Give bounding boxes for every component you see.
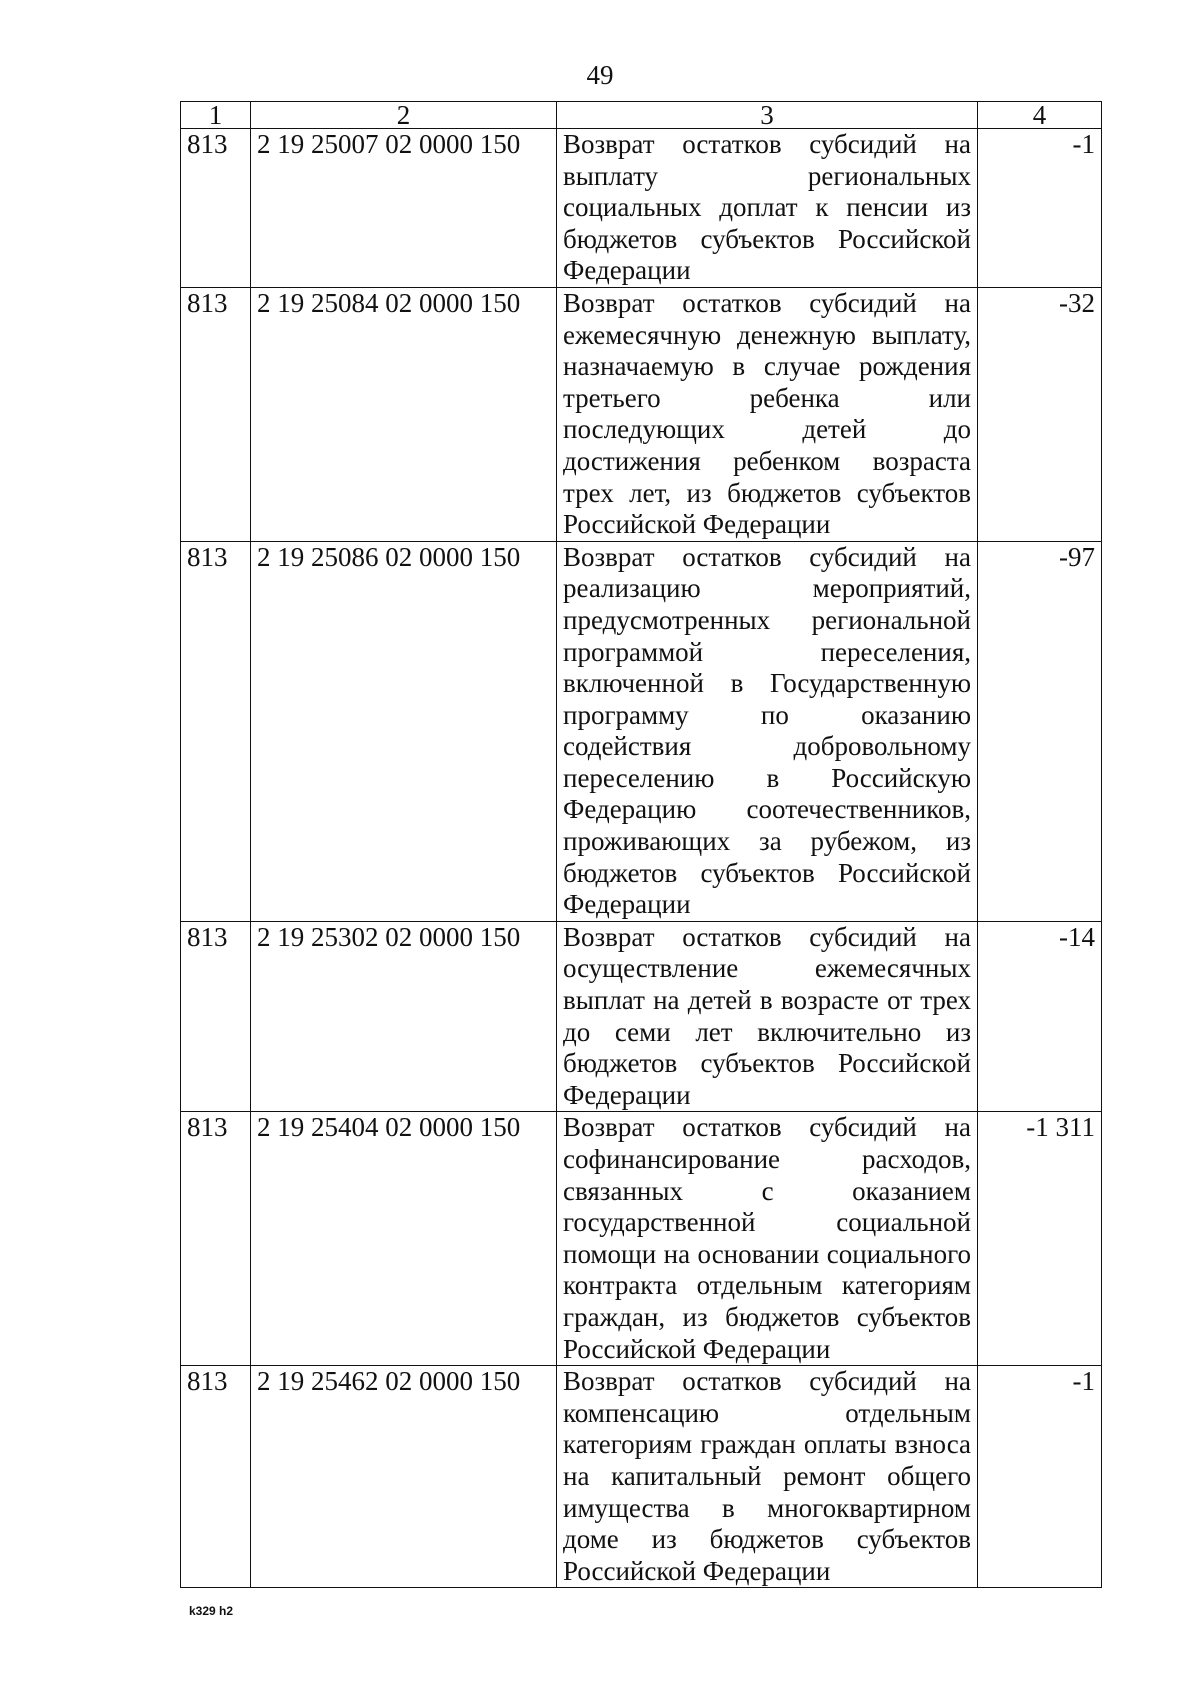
amount-cell: -32 [978,287,1102,541]
budget-code-cell: 2 19 25086 02 0000 150 [251,541,557,921]
table-row [181,287,1102,541]
admin-code-cell: 813 [181,1112,251,1366]
amount-cell: -1 [978,1366,1102,1588]
page-number: 49 [586,60,614,90]
amount-cell: -97 [978,541,1102,921]
budget-table [180,101,1102,1588]
budget-code-cell: 2 19 25084 02 0000 150 [251,287,557,541]
column-header-4: 4 [978,102,1102,129]
budget-code-cell: 2 19 25404 02 0000 150 [251,1112,557,1366]
table-row [181,921,1102,1112]
budget-code-cell: 2 19 25007 02 0000 150 [251,129,557,288]
description-cell: Возврат остатков субсидий на осуществление ежемесячных выплат на детей в возрасте от трех до семи лет включительно из бюджетов субъектов Российской Федерации [557,921,978,1112]
amount-cell: -1 [978,129,1102,288]
admin-code-cell: 813 [181,287,251,541]
table-row [181,1112,1102,1366]
description-cell: Возврат остатков субсидий на выплату региональных социальных доплат к пенсии из бюджетов субъектов Российской Федерации [557,129,978,288]
column-header-2: 2 [251,102,557,129]
admin-code-cell: 813 [181,1366,251,1588]
budget-code-cell: 2 19 25302 02 0000 150 [251,921,557,1112]
table-row [181,129,1102,288]
document-footer-code: k329 h2 [189,1604,234,1618]
description-cell: Возврат остатков субсидий на софинансирование расходов, связанных с оказанием государственной социальной помощи на основании социального контракта отдельным категориям граждан, из бюджетов субъектов Российской Федерации [557,1112,978,1366]
table-header-row [181,102,1102,129]
description-cell: Возврат остатков субсидий на ежемесячную денежную выплату, назначаемую в случае рождения третьего ребенка или последующих детей до достижения ребенком возраста трех лет, из бюджетов субъектов Российской Федерации [557,287,978,541]
table-row [181,1366,1102,1588]
amount-cell: -1 311 [978,1112,1102,1366]
column-header-1: 1 [181,102,251,129]
budget-code-cell: 2 19 25462 02 0000 150 [251,1366,557,1588]
column-header-3: 3 [557,102,978,129]
amount-cell: -14 [978,921,1102,1112]
table-row [181,541,1102,921]
description-cell: Возврат остатков субсидий на реализацию мероприятий, предусмотренных региональной программой переселения, включенной в Государственную программу по оказанию содействия добровольному переселению в Российскую Федерацию соотечественников, проживающих за рубежом, из бюджетов субъектов Российской Федерации [557,541,978,921]
admin-code-cell: 813 [181,541,251,921]
admin-code-cell: 813 [181,129,251,288]
admin-code-cell: 813 [181,921,251,1112]
description-cell: Возврат остатков субсидий на компенсацию отдельным категориям граждан оплаты взноса на капитальный ремонт общего имущества в многоквартирном доме из бюджетов субъектов Российской Федерации [557,1366,978,1588]
